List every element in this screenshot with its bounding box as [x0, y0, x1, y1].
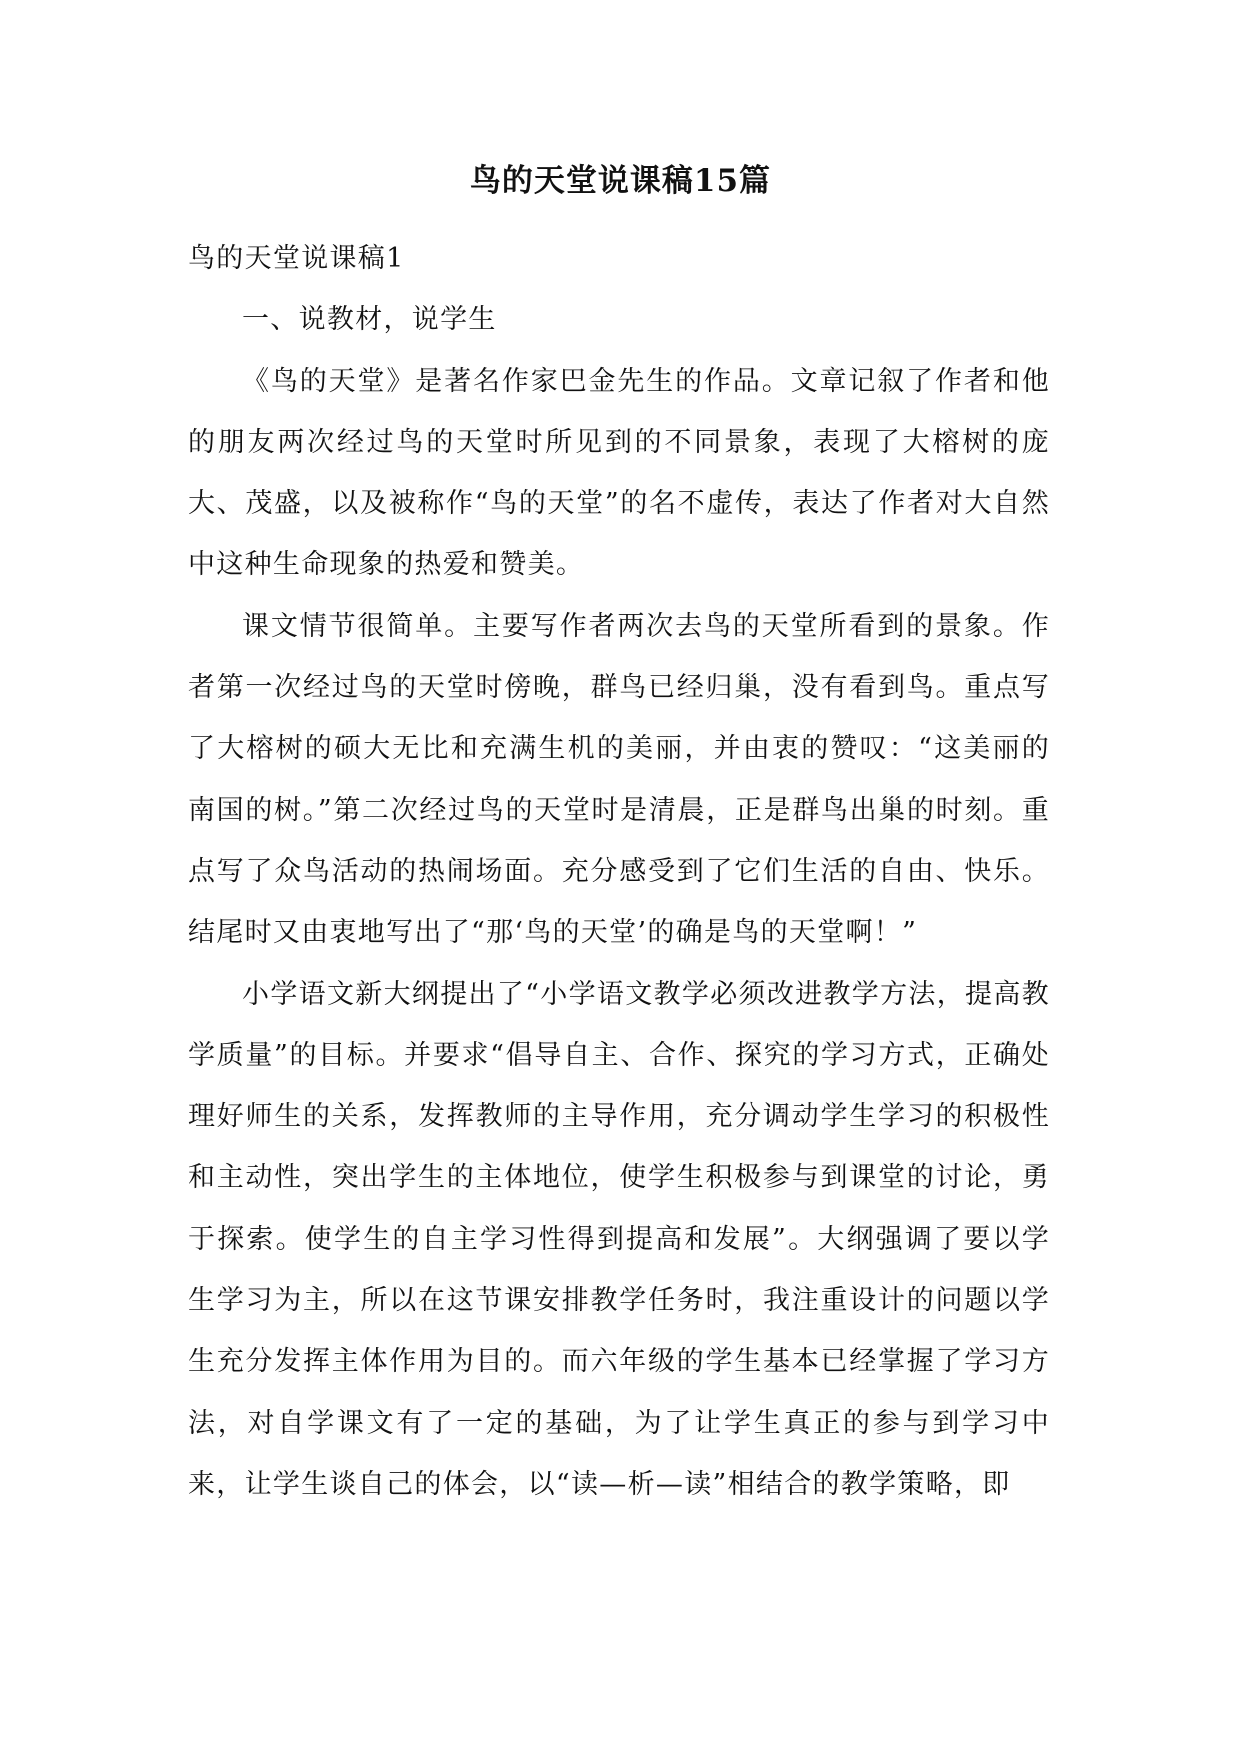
- paragraph-1: 《鸟的天堂》是著名作家巴金先生的作品。文章记叙了作者和他的朋友两次经过鸟的天堂时所见到的不同景象，表现了大榕树的庞大、茂盛，以及被称作“鸟的天堂”的名不虚传，表达了作者对大自然中这种生命现象的热爱和赞美。: [188, 365, 1050, 581]
- paragraph-2: 课文情节很简单。主要写作者两次去鸟的天堂所看到的景象。作者第一次经过鸟的天堂时傍晚，群鸟已经归巢，没有看到鸟。重点写了大榕树的硕大无比和充满生机的美丽，并由衷的赞叹：“这美丽的南国的树。”第二次经过鸟的天堂时是清晨，正是群鸟出巢的时刻。重点写了众鸟活动的热闹场面。充分感受到了它们生活的自由、快乐。结尾时又由衷地写出了“那‘鸟的天堂’的确是鸟的天堂啊！”: [188, 610, 1050, 949]
- document-title: 鸟的天堂说课稿15篇: [469, 163, 772, 199]
- document-subtitle: 鸟的天堂说课稿1: [188, 243, 405, 274]
- paragraph-3: 小学语文新大纲提出了“小学语文教学必须改进教学方法，提高教学质量”的目标。并要求“倡导自主、合作、探究的学习方式，正确处理好师生的关系，发挥教师的主导作用，充分调动学生学习的积极性和主动性，突出学生的主体地位，使学生积极参与到课堂的讨论，勇于探索。使学生的自主学习性得到提高和发展”。大纲强调了要以学生学习为主，所以在这节课安排教学任务时，我注重设计的问题以学生充分发挥主体作用为目的。而六年级的学生基本已经掌握了学习方法，对自学课文有了一定的基础，为了让学生真正的参与到学习中来，让学生谈自己的体会，以“读—析—读”相结合的教学策略，即: [188, 978, 1050, 1500]
- section-heading: 一、说教材，说学生: [242, 304, 497, 336]
- document-body: [188, 228, 1050, 1515]
